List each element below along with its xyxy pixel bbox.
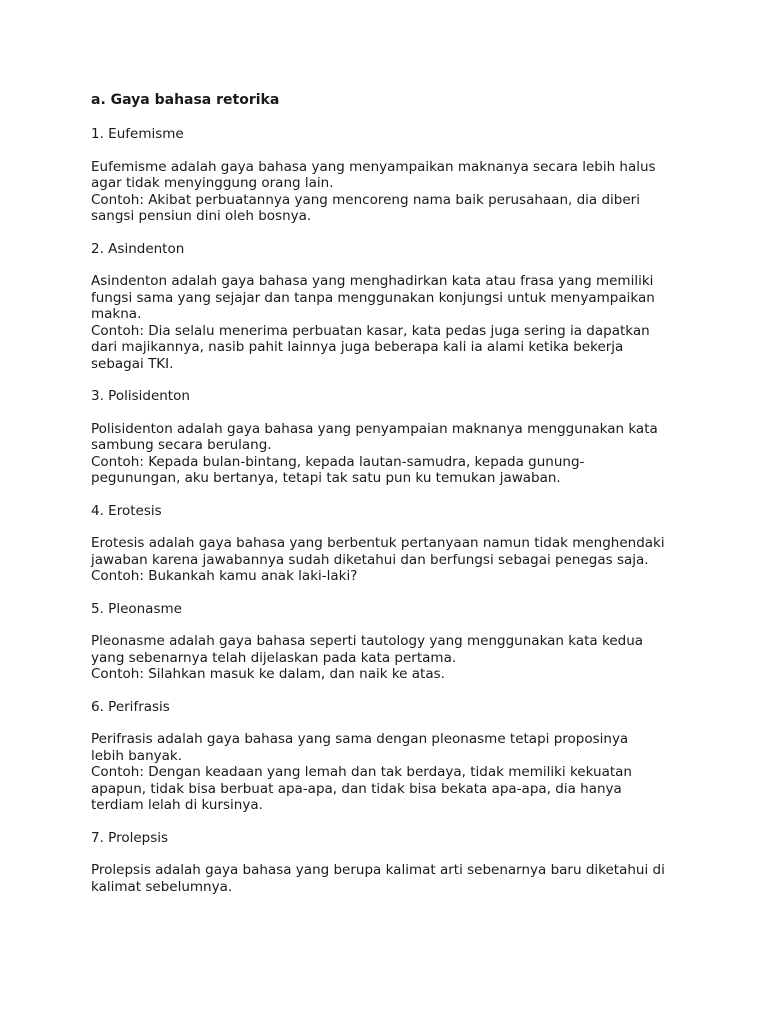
section-title: 5. Pleonasme xyxy=(91,600,182,617)
section-title: 4. Erotesis xyxy=(91,502,162,519)
section-title: 6. Perifrasis xyxy=(91,698,170,715)
section-polisidenton xyxy=(91,388,691,487)
section-asindenton xyxy=(91,241,691,373)
section-definition: Prolepsis adalah gaya bahasa yang berupa kalimat arti sebenarnya baru diketahui di kalimat sebelumnya. xyxy=(91,862,665,895)
section-erotesis xyxy=(91,503,691,585)
section-title: 7. Prolepsis xyxy=(91,829,169,846)
section-definition: Perifrasis adalah gaya bahasa yang sama dengan pleonasme tetapi proposinya lebih banyak. xyxy=(91,731,629,764)
section-title: 1. Eufemisme xyxy=(91,126,184,142)
section-definition: Eufemisme adalah gaya bahasa yang menyampaikan maknanya secara lebih halus agar tidak menyinggung orang lain. xyxy=(91,158,656,191)
document-heading: a. Gaya bahasa retorika xyxy=(91,92,280,108)
section-title: 2. Asindenton xyxy=(91,240,185,257)
section-definition: Erotesis adalah gaya bahasa yang berbentuk pertanyaan namun tidak menghendaki jawaban karena jawabannya sudah diketahui dan berfungsi sebagai penegas saja. xyxy=(91,535,665,568)
section-example: Contoh: Akibat perbuatannya yang mencoreng nama baik perusahaan, dia diberi sangsi pensiun dini oleh bosnya. xyxy=(91,191,640,224)
section-example: Contoh: Silahkan masuk ke dalam, dan naik ke atas. xyxy=(91,666,445,682)
section-definition: Pleonasme adalah gaya bahasa seperti tautology yang menggunakan kata kedua yang sebenarnya telah dijelaskan pada kata pertama. xyxy=(91,633,644,666)
section-example: Contoh: Kepada bulan-bintang, kepada lautan-samudra, kepada gunung- pegunungan, aku bertanya, tetapi tak satu pun ku temukan jawaban. xyxy=(91,453,585,486)
section-eufemisme xyxy=(91,126,691,225)
section-definition: Asindenton adalah gaya bahasa yang menghadirkan kata atau frasa yang memiliki fungsi sama yang sejajar dan tanpa menggunakan konjungsi untuk menyampaikan makna. xyxy=(91,273,655,322)
section-definition: Polisidenton adalah gaya bahasa yang penyampaian maknanya menggunakan kata sambung secara berulang. xyxy=(91,420,658,453)
document-page xyxy=(91,92,691,911)
section-example: Contoh: Bukankah kamu anak laki-laki? xyxy=(91,568,358,584)
section-prolepsis xyxy=(91,830,691,896)
section-pleonasme xyxy=(91,601,691,683)
section-title: 3. Polisidenton xyxy=(91,388,190,404)
section-perifrasis xyxy=(91,699,691,814)
section-example: Contoh: Dengan keadaan yang lemah dan tak berdaya, tidak memiliki kekuatan apapun, tidak bisa berbuat apa-apa, dan tidak bisa bekata apa-apa, dia hanya terdiam lelah di kursinya. xyxy=(91,764,632,813)
section-example: Contoh: Dia selalu menerima perbuatan kasar, kata pedas juga sering ia dapatkan dari majikannya, nasib pahit lainnya juga beberapa kali ia alami ketika bekerja sebagai TKI. xyxy=(91,322,650,372)
